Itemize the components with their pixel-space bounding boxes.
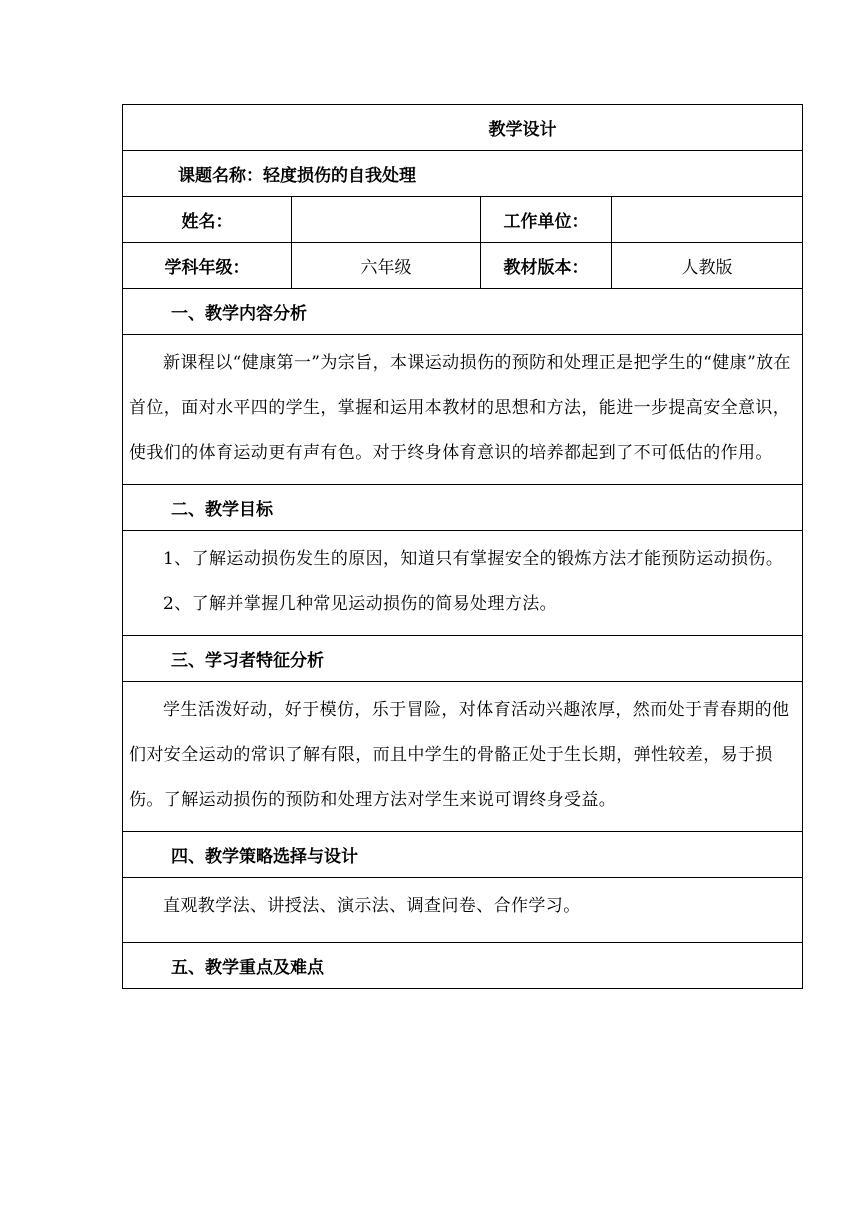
document-title: 教学设计 — [488, 120, 557, 140]
objective-item: 2、了解并掌握几种常见运动损伤的简易处理方法。 — [163, 594, 558, 614]
paragraph: 新课程以“健康第一”为宗旨，本课运动损伤的预防和处理正是把学生的“健康”放在首位，面对水平四的学生，掌握和运用本教材的思想和方法，能进一步提高安全意识，使我们的体育运动更有声有色。对于终身体育意识的培养都起到了不可低估的作用。 — [129, 353, 791, 463]
section-body-row — [123, 335, 803, 485]
section-heading-row — [123, 636, 803, 682]
subject-row — [123, 151, 803, 197]
unit-value — [612, 197, 803, 243]
section-heading-row — [123, 289, 803, 335]
subject-line: 课题名称：轻度损伤的自我处理 — [123, 151, 803, 197]
section-heading-content-analysis: 一、教学内容分析 — [123, 289, 803, 335]
section-heading-row — [123, 485, 803, 531]
paragraph: 直观教学法、讲授法、演示法、调查问卷、合作学习。 — [163, 896, 581, 916]
edition-label: 教材版本： — [481, 243, 612, 289]
title-row — [123, 105, 803, 151]
section-body-row — [123, 531, 803, 636]
section-body-row — [123, 682, 803, 832]
edition-value: 人教版 — [612, 243, 803, 289]
section-body-objectives — [123, 531, 803, 636]
document-title-cell — [123, 105, 803, 151]
section-heading-key-points: 五、教学重点及难点 — [123, 943, 803, 989]
grade-value: 六年级 — [292, 243, 481, 289]
name-value — [292, 197, 481, 243]
section-heading-strategy: 四、教学策略选择与设计 — [123, 832, 803, 878]
section-heading-row — [123, 832, 803, 878]
section-heading-learner-analysis: 三、学习者特征分析 — [123, 636, 803, 682]
objective-item: 1、了解运动损伤发生的原因，知道只有掌握安全的锻炼方法才能预防运动损伤。 — [163, 549, 784, 569]
section-heading-row — [123, 943, 803, 989]
name-unit-row — [123, 197, 803, 243]
unit-label: 工作单位： — [481, 197, 612, 243]
lesson-plan-table — [122, 104, 803, 989]
section-body-content-analysis — [123, 335, 803, 485]
section-body-strategy — [123, 878, 803, 943]
section-body-row — [123, 878, 803, 943]
section-heading-objectives: 二、教学目标 — [123, 485, 803, 531]
grade-edition-row — [123, 243, 803, 289]
grade-label: 学科年级： — [123, 243, 292, 289]
name-label: 姓名： — [123, 197, 292, 243]
paragraph: 学生活泼好动，好于模仿，乐于冒险，对体育活动兴趣浓厚，然而处于青春期的他们对安全运动的常识了解有限，而且中学生的骨骼正处于生长期，弹性较差，易于损伤。了解运动损伤的预防和处理方法对学生来说可谓终身受益。 — [129, 700, 790, 810]
section-body-learner-analysis — [123, 682, 803, 832]
